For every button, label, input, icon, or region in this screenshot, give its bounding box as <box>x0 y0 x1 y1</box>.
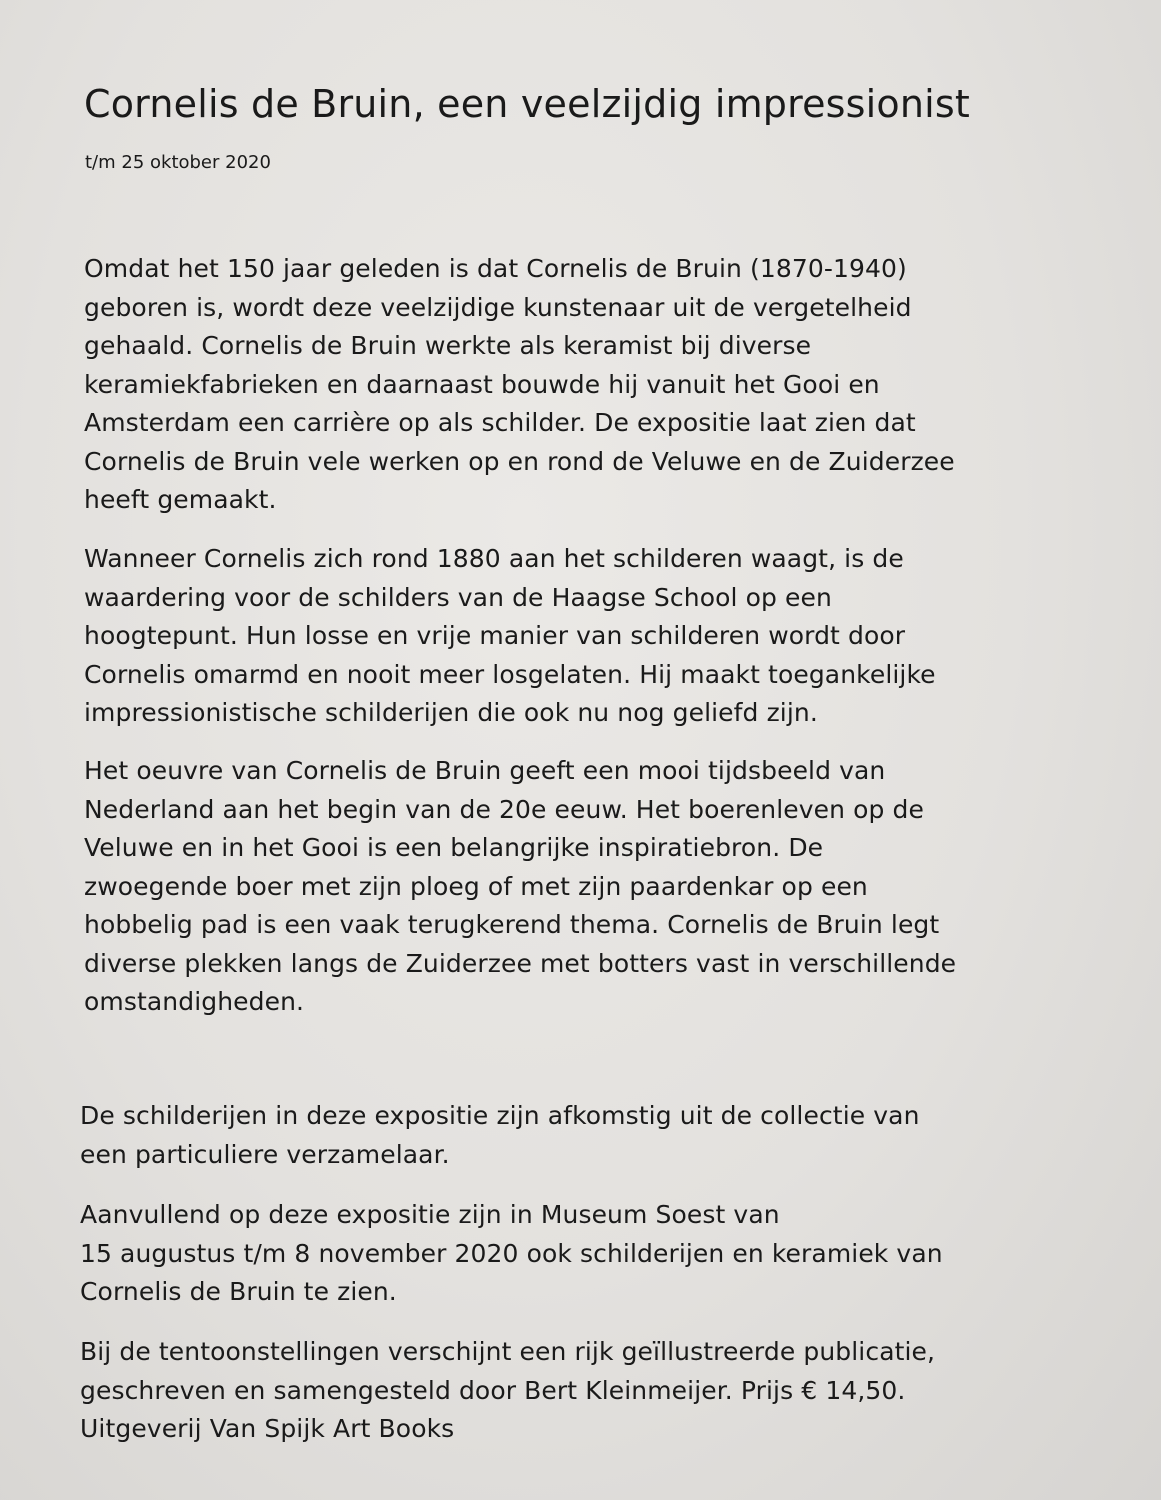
paragraph-line: keramiekfabrieken en daarnaast bouwde hij vanuit het Gooi en <box>84 369 880 399</box>
paragraph-line: zwoegende boer met zijn ploeg of met zijn paardenkar op een <box>84 871 868 901</box>
paragraph-line: Het oeuvre van Cornelis de Bruin geeft een mooi tijdsbeeld van <box>84 756 886 785</box>
paragraph-line: heeft gemaakt. <box>84 485 277 514</box>
paragraph-line: geschreven en samengesteld door Bert Kleinmeijer. Prijs € 14,50. <box>80 1375 906 1405</box>
paragraph-museum-soest <box>80 1196 1120 1312</box>
paragraph-publication <box>80 1333 1120 1449</box>
paragraph-line: Nederland aan het begin van de 20e eeuw. Het boerenleven op de <box>84 794 924 824</box>
paragraph-line: een particuliere verzamelaar. <box>80 1139 450 1169</box>
paragraph-line: waardering voor de schilders van de Haagse School op een <box>84 582 832 612</box>
paragraph-intro <box>84 250 1124 520</box>
paragraph-collection <box>80 1097 1120 1174</box>
paragraph-haagse-school <box>84 540 1124 733</box>
paragraph-line: gehaald. Cornelis de Bruin werkte als keramist bij diverse <box>84 331 812 360</box>
paragraph-line: diverse plekken langs de Zuiderzee met botters vast in verschillende <box>84 948 957 978</box>
paragraph-oeuvre <box>84 752 1124 1022</box>
paragraph-line: Veluwe en in het Gooi is een belangrijke inspiratiebron. De <box>84 833 824 862</box>
paragraph-line: Omdat het 150 jaar geleden is dat Cornelis de Bruin (1870-1940) <box>84 254 907 283</box>
paragraph-line: Cornelis omarmd en nooit meer losgelaten. Hij maakt toegankelijke <box>84 659 936 689</box>
paragraph-line: 15 augustus t/m 8 november 2020 ook schilderijen en keramiek van <box>80 1238 943 1268</box>
paragraph-line: hoogtepunt. Hun losse en vrije manier van schilderen wordt door <box>84 621 906 650</box>
date-range: t/m 25 oktober 2020 <box>85 152 271 173</box>
paragraph-line: hobbelig pad is een vaak terugkerend thema. Cornelis de Bruin legt <box>84 910 940 939</box>
paragraph-line: De schilderijen in deze expositie zijn afkomstig uit de collectie van <box>80 1101 920 1130</box>
paragraph-line: Uitgeverij Van Spijk Art Books <box>80 1414 455 1443</box>
paragraph-line: Wanneer Cornelis zich rond 1880 aan het schilderen waagt, is de <box>84 544 904 573</box>
paragraph-line: omstandigheden. <box>84 987 305 1016</box>
paragraph-line: Cornelis de Bruin te zien. <box>80 1277 397 1306</box>
paragraph-line: Cornelis de Bruin vele werken op en rond de Veluwe en de Zuiderzee <box>84 446 955 476</box>
paragraph-line: Bij de tentoonstellingen verschijnt een rijk geïllustreerde publicatie, <box>80 1337 936 1366</box>
paragraph-line: impressionistische schilderijen die ook nu nog geliefd zijn. <box>84 698 818 727</box>
paragraph-line: geboren is, wordt deze veelzijdige kunstenaar uit de vergetelheid <box>84 292 912 322</box>
page-title: Cornelis de Bruin, een veelzijdig impressionist <box>84 82 971 126</box>
paragraph-line: Aanvullend op deze expositie zijn in Museum Soest van <box>80 1200 780 1229</box>
paragraph-line: Amsterdam een carrière op als schilder. De expositie laat zien dat <box>84 408 916 437</box>
